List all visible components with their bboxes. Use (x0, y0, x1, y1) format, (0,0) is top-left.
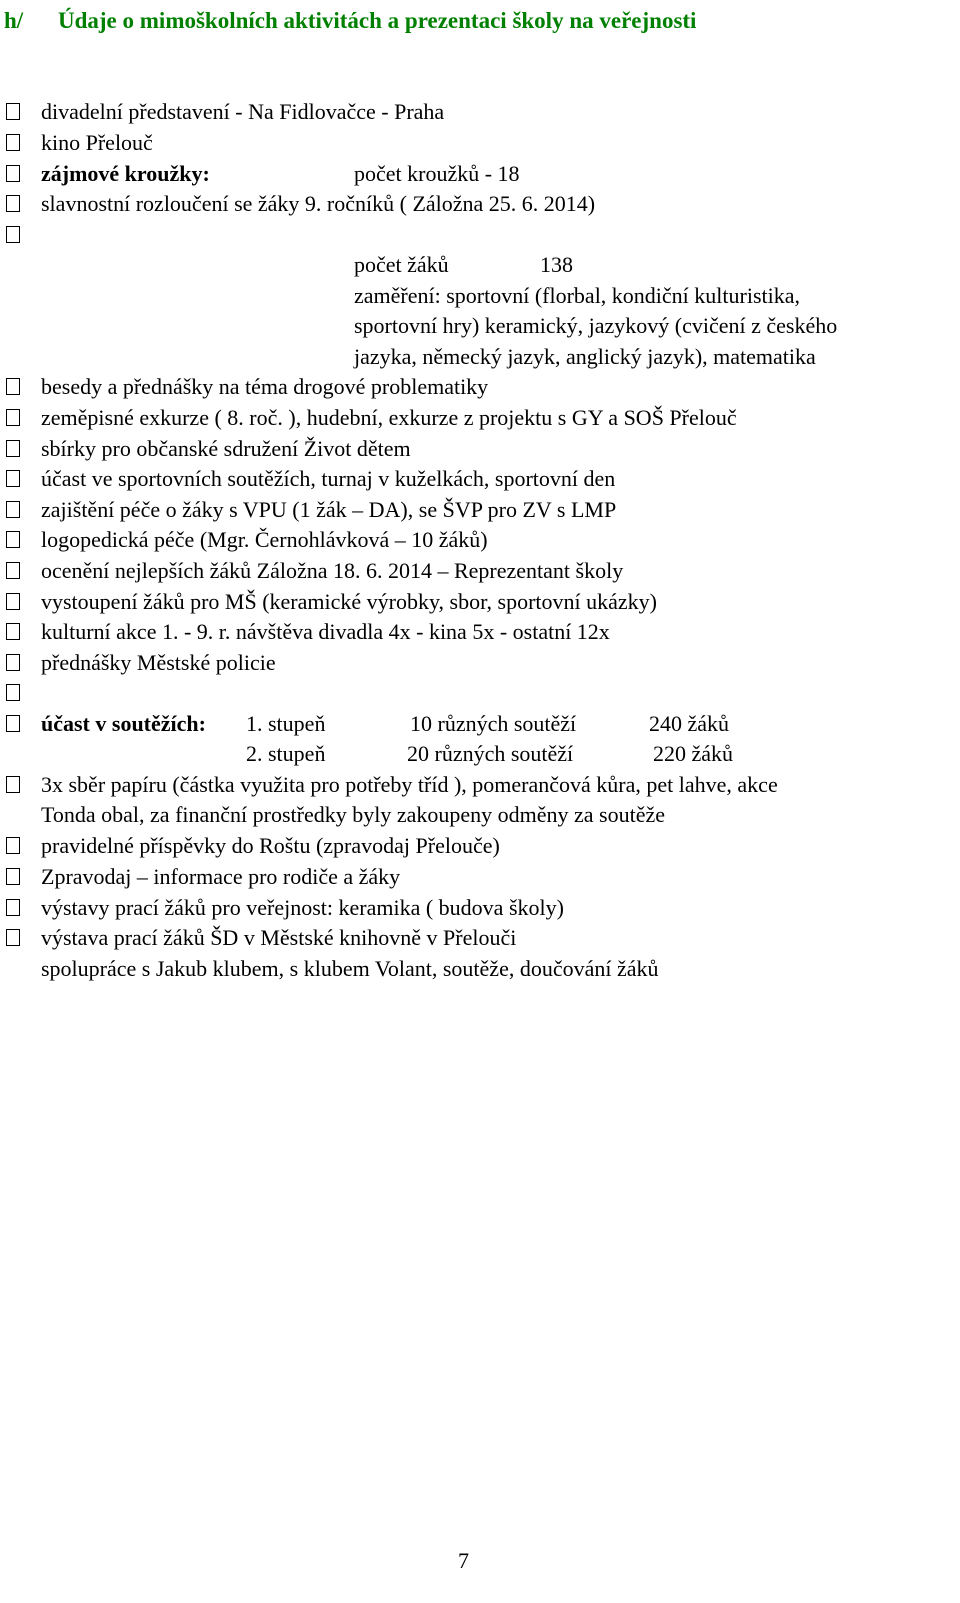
section-title: Údaje o mimoškolních aktivitách a prezentaci školy na veřejnosti (58, 8, 697, 33)
item-kulturni: kulturní akce 1. - 9. r. návštěva divadla 4x - kina 5x - ostatní 12x (41, 619, 610, 644)
item-vystoupeni: vystoupení žáků pro MŠ (keramické výrobky, sbor, sportovní ukázky) (41, 589, 658, 614)
bullet-box (6, 195, 20, 212)
souteze-row1-zaku: 240 žáků (649, 711, 730, 736)
item-sber-line-2: Tonda obal, za finanční prostředky byly zakoupeny odměny za soutěže (41, 802, 666, 827)
zamereni-line-3: jazyka, německý jazyk, anglický jazyk), matematika (354, 344, 816, 369)
item-prispevky: pravidelné příspěvky do Roštu (zpravodaj Přelouče) (41, 833, 500, 858)
section-letter: h/ (4, 8, 24, 33)
bullet-box (6, 929, 20, 946)
bullet-box (6, 501, 20, 518)
item-divadlo: divadelní představení - Na Fidlovačce - Praha (41, 99, 445, 124)
souteze-row2-zaku: 220 žáků (653, 741, 734, 766)
item-pece-vpu: zajištění péče o žáky s VPU (1 žák – DA), se ŠVP pro ZV s LMP (41, 497, 617, 522)
bullet-box (6, 470, 20, 487)
souteze-row2-count: 20 různých soutěží (407, 741, 574, 766)
item-sbirky: sbírky pro občanské sdružení Život dětem (41, 436, 411, 461)
bullet-box (6, 715, 20, 732)
item-ucast-sport: účast ve sportovních soutěžích, turnaj v kuželkách, sportovní den (41, 466, 616, 491)
bullet-box (6, 134, 20, 151)
item-spoluprace: spolupráce s Jakub klubem, s klubem Volant, soutěže, doučování žáků (41, 956, 659, 981)
item-vystavy-keramika: výstavy prací žáků pro veřejnost: keramika ( budova školy) (41, 895, 564, 920)
item-besedy: besedy a přednášky na téma drogové problematiky (41, 374, 489, 399)
pocet-zaku-label: počet žáků (354, 252, 449, 277)
bullet-box (6, 623, 20, 640)
bullet-box (6, 226, 20, 243)
item-krouzky-label: zájmové kroužky: (41, 161, 210, 186)
item-krouzky-count: počet kroužků - 18 (354, 161, 520, 186)
bullet-box (6, 593, 20, 610)
bullet-box (6, 837, 20, 854)
item-exkurze: zeměpisné exkurze ( 8. roč. ), hudební, exkurze z projektu s GY a SOŠ Přelouč (41, 405, 737, 430)
bullet-box (6, 440, 20, 457)
item-oceneni: ocenění nejlepších žáků Záložna 18. 6. 2014 – Reprezentant školy (41, 558, 624, 583)
bullet-box (6, 684, 20, 701)
zamereni-line-1: zaměření: sportovní (florbal, kondiční kulturistika, (354, 283, 801, 308)
bullet-box (6, 899, 20, 916)
item-prednasky-policie: přednášky Městské policie (41, 650, 276, 675)
souteze-row1-count: 10 různých soutěží (410, 711, 577, 736)
item-kino: kino Přelouč (41, 130, 153, 155)
zamereni-line-2: sportovní hry) keramický, jazykový (cvičení z českého (354, 313, 838, 338)
bullet-box (6, 409, 20, 426)
bullet-box (6, 378, 20, 395)
souteze-label: účast v soutěžích: (41, 711, 206, 736)
bullet-box (6, 531, 20, 548)
item-slavnostni: slavnostní rozloučení se žáky 9. ročníků ( Záložna 25. 6. 2014) (41, 191, 596, 216)
souteze-row1-stupen: 1. stupeň (246, 711, 326, 736)
item-sber-line-1: 3x sběr papíru (částka využita pro potřeby tříd ), pomerančová kůra, pet lahve, akce (41, 772, 778, 797)
bullet-box (6, 165, 20, 182)
bullet-box (6, 103, 20, 120)
item-logopedie: logopedická péče (Mgr. Černohlávková – 10 žáků) (41, 527, 488, 552)
souteze-row2-stupen: 2. stupeň (246, 741, 326, 766)
bullet-box (6, 562, 20, 579)
page-number: 7 (458, 1548, 469, 1573)
bullet-box (6, 868, 20, 885)
pocet-zaku-value: 138 (540, 252, 573, 277)
item-vystava-sd: výstava prací žáků ŠD v Městské knihovně v Přelouči (41, 925, 517, 950)
bullet-box (6, 654, 20, 671)
bullet-box (6, 776, 20, 793)
item-zpravodaj: Zpravodaj – informace pro rodiče a žáky (41, 864, 401, 889)
